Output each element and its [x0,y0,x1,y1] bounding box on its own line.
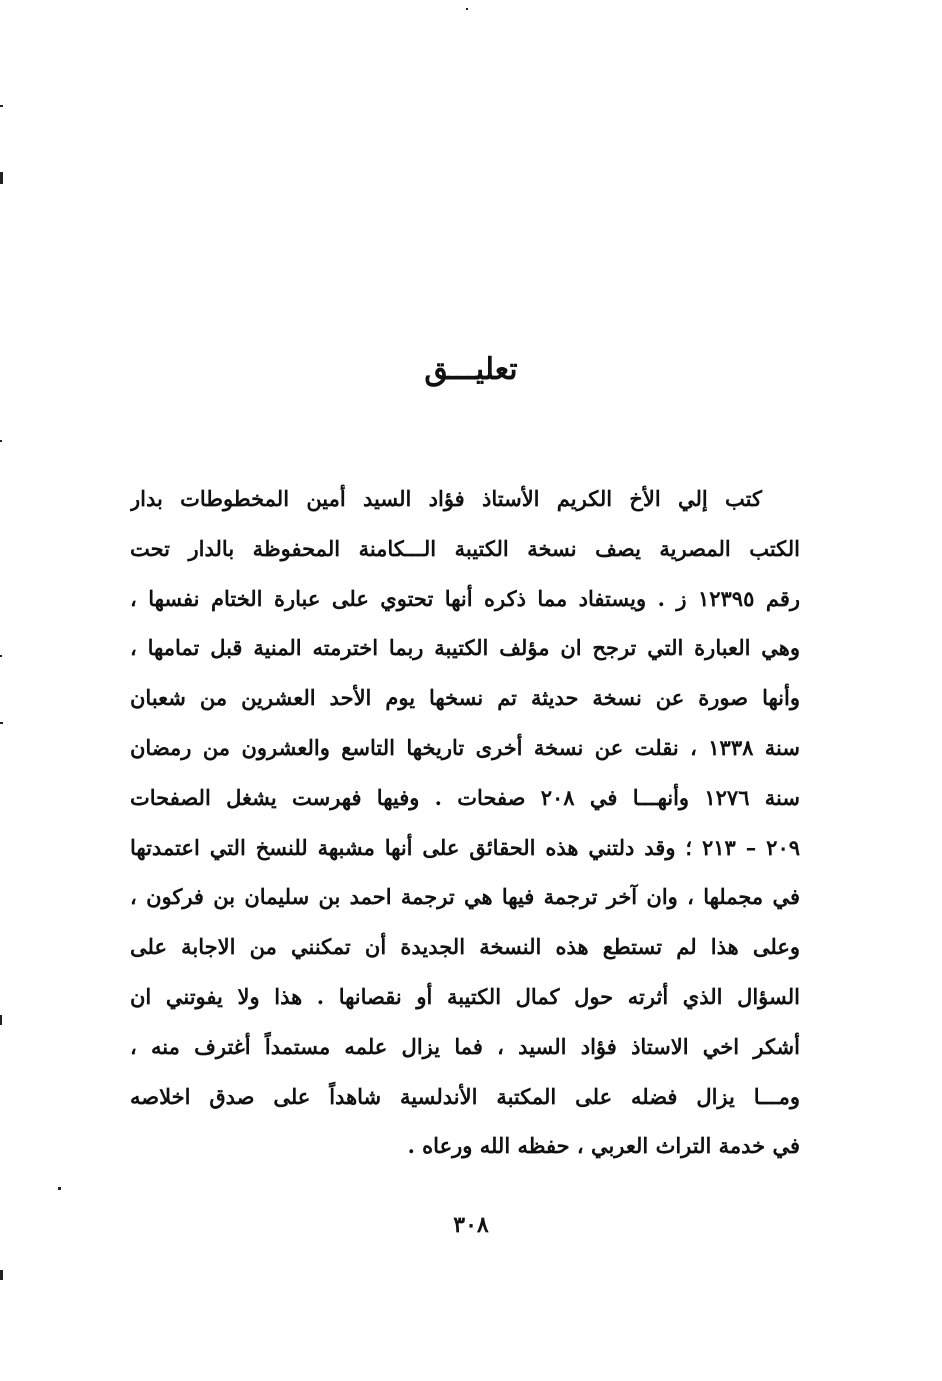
text-line: الكتب المصرية يصف نسخة الكتيبة الـــكامنة المحفوظة بالدار تحت [130,535,800,561]
scan-mark [466,8,468,10]
scan-mark [0,1015,2,1025]
scan-mark [0,440,2,442]
text-line: رقم ١٢٣٩٥ ز . ويستفاد مما ذكره أنها تحتوي على عبارة الختام نفسها ، [130,585,800,611]
text-line: كتب إلي الأخ الكريم الأستاذ فؤاد السيد أمين المخطوطات بدار [130,486,762,511]
text-line: وهي العبارة التي ترجح ان مؤلف الكتيبة ربما اخترمته المنية قبل تمامها ، [130,635,800,661]
text-line: ٢٠٩ – ٢١٣ ؛ وقد دلتني هذه الحقائق على أنها مشبهة للنسخ التي اعتمدتها [130,834,800,860]
scan-mark [0,172,3,184]
text-line: ومـــا يزال فضله على المكتبة الأندلسية شاهداً على صدق اخلاصه [130,1083,800,1109]
text-line: أشكر اخي الاستاذ فؤاد السيد ، فما يزال علمه مستمداً أغترف منه ، [130,1033,800,1059]
scan-mark [0,655,2,657]
text-line: وعلى هذا لم تستطع هذه النسخة الجديدة أن تمكنني من الاجابة على [130,934,800,960]
scan-mark [0,722,3,724]
scan-mark [58,1187,61,1190]
text-line: في خدمة التراث العربي ، حفظه الله ورعاه . [407,1133,800,1159]
page-number: ٣٠٨ [453,1212,489,1238]
text-line: سنة ١٢٧٦ وأنهـــا في ٢٠٨ صفحات . وفيها فهرست يشغل الصفحات [130,784,800,810]
page-title: تعليـــق [424,352,518,387]
text-line: سنة ١٣٣٨ ، نقلت عن نسخة أخرى تاريخها التاسع والعشرون من رمضان [130,734,800,760]
scan-mark [0,105,3,107]
text-line: السؤال الذي أثرته حول كمال الكتيبة أو نقصانها . هذا ولا يفوتني ان [130,983,800,1009]
text-line: في مجملها ، وان آخر ترجمة فيها هي ترجمة احمد بن سليمان بن فركون ، [130,884,800,910]
text-line: وأنها صورة عن نسخة حديثة تم نسخها يوم الأحد العشرين من شعبان [130,685,800,711]
body-paragraph [130,474,800,1171]
scan-mark [0,1270,3,1280]
